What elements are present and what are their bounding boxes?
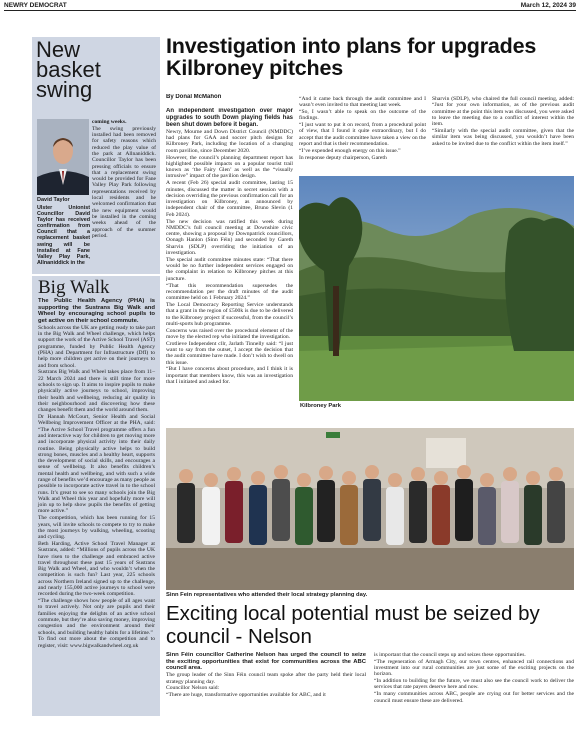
swing-title: [36, 37, 101, 102]
swing-body: [92, 119, 156, 240]
main-lead: An independent investigation over major upgrades to south Down playing fields has been shut down before it began.: [166, 108, 293, 128]
portrait-illustration: [37, 119, 89, 195]
big-walk-para: Schools across the UK are getting ready to take part in the Big Walk and Wheel challenge, which helps support the work of the Active School Travel (AST) programme, funded by Public Health Agency (PHA) and Department for Infrastructure (DfI) to help more children get active on their journeys to and from school.: [38, 324, 155, 369]
park-photo: [299, 176, 574, 401]
big-walk-para: Dr Hannah McCourt, Senior Health and Social Wellbeing Improvement Officer at the PHA, said: “The Active School Travel programme offers a fun and interactive way for children to get moving more and incorporate physical activity into their daily routine. Being physically active helps to build strong bones, muscles and a healthy heart, supports the development of social skills, and encourages a sense of wellbeing. It also benefits children’s mental health and wellbeing, and with such a wide range of benefits we’d encourage as many people as possible to incorporate active travel in to the school runs. It’s great to see so many schools join the Big Walk and Wheel this year and hopefully more will join up to help show pupils the benefits of getting more active.”: [38, 414, 155, 515]
swing-lead: coming weeks.: [92, 119, 127, 125]
main-para: “That this recommendation supersedes the recommendation per the draft minutes of the audit committee held on 1 February 2024.”: [166, 282, 293, 302]
swing-text: The swing previously installed had been removed for safety reasons which reduced the play value of the park at Allnaniddick. Councillor Taylor has been pressing officials to ensure that a replacement swing would be provided for Fane Valley Play Park following representations received by local residents and he welcomed confirmation that the new equipment would be installed in the coming weeks ahead of the approach of the summer period.: [92, 125, 156, 239]
nelson-para: “There are huge, transformative opportunities available for ABC, and it: [166, 692, 326, 699]
main-para: In response deputy chairperson, Gareth: [299, 154, 387, 161]
main-para: “So, I wasn’t able to speak on the outcome of the findings.: [299, 109, 426, 122]
header-rule: [4, 10, 576, 11]
main-para: A recent (Feb 26) special audit committee, lasting 15 minutes, discussed the matter in secret session with a decision overriding the previous confirmation call for an investigation on Kilbroney, as announced by independent chair of the committee, Bruno Slevin (1 Feb 2024).: [166, 180, 293, 218]
main-para: The Local Democracy Reporting Service understands that a grant in the region of £500k is due to be delivered to the Kilbroney project if successful, from the council’s multi-sports hub programme.: [166, 301, 293, 327]
portrait-photo: [37, 119, 89, 195]
big-walk-para: To find out more about the competition and to register, visit: www.bigwalkandwheel.org.uk: [38, 636, 155, 649]
main-para: “But I have concerns about procedure, and I think it is important that members know, this was an investigation that I initiated and asked for.: [166, 366, 293, 385]
nelson-para: The group leader of the Sinn Féin council team spoke after the party held their local strategy planning day.: [166, 672, 366, 685]
byline: By Donal McMahon: [166, 94, 222, 100]
swing-sidebar: [32, 37, 160, 274]
main-column-2: [299, 96, 426, 173]
big-walk-para: Beth Harding, Active School Travel Manager at Sustrans, added: “Millions of pupils across the UK have risen to the challenge and embraced active travel throughout these past 15 years of Sustrans Big Walk and Wheel, and who wouldn’t when the competition is such fun? Last year, 225 schools across Northern Ireland signed up to the challenge, and nearly 155,000 active journeys to school were recorded during the two-week competition.: [38, 540, 155, 598]
main-para: The new decision was ratified this week during NMDDC’s full council meeting at Downshire civic centre, showing a proposal by Downpatrick councillors, Oonagh Hanlon (Sinn Féin) and seconded by Gareth Sharvin (SDLP) overriding the initiation of an investigation.: [166, 218, 293, 257]
main-column-3: [432, 96, 574, 173]
group-photo: [166, 428, 574, 590]
big-walk-body: [38, 298, 155, 650]
nelson-lead: Sinn Féin councillor Catherine Nelson has urged the council to seize the exciting opportunities that exist for communities across the ABC council area.: [166, 652, 366, 672]
main-para: “I just want to put it on record, from a procedural point of view, that I found it quite extraordinary, but I do accept that the audit committee have taken a view on the report and that is their recommendation.: [299, 122, 426, 148]
swing-title-line-1: New: [36, 37, 81, 62]
nelson-column-2: [374, 652, 574, 716]
main-para: “And it came back through the audit committee and I wasn’t even invited to that meeting last week.: [299, 96, 426, 109]
nelson-headline: Exciting local potential must be seized by council - Nelson: [166, 602, 540, 648]
paper-name: NEWRY DEMOCRAT: [4, 2, 67, 9]
main-para: “Similarly with the special audit committee, given that the similar item was being discussed, you wouldn’t have been asked to be invited due to the conflict within the item itself.”: [432, 127, 574, 147]
big-walk-title: Big Walk: [38, 277, 110, 298]
park-caption: Kilbroney Park: [300, 403, 341, 409]
park-illustration: [299, 176, 574, 401]
main-para: Crotlieve Independent cllr, Jarlath Tinnelly said: “I just want to say from the outset, I accept the decision that the audit committee have made. I don’t wish to dwell on this issue.: [166, 340, 293, 366]
main-para: However, the council’s planning department report has highlighted possible impacts on a popular tourist trail known as ‘the Fairy Glen’ as well as the “visually intrusive” impact of the pavilion design.: [166, 154, 293, 180]
main-para: Newry, Mourne and Down District Council (NMDDC) had plans for GAA and soccer pitch designs for Kilbroney Park, including the location of a changing room pavilion, since December 2020.: [166, 128, 293, 154]
nelson-para: “The regeneration of Armagh City, our town centres, enhanced rail connections and investment into our rural communities are just some of the exciting projects on the horizon.: [374, 658, 574, 678]
group-photo-caption: Sinn Fein representatives who attended their local strategy planning day.: [166, 592, 368, 598]
big-walk-lead: The Public Health Agency (PHA) is supporting the Sustrans Big Walk and Wheel by encouraging school pupils to get active on their school commute.: [38, 298, 155, 324]
big-walk-para: Sustrans Big Walk and Wheel takes place from 11–22 March 2024 and there is still time for more schools to sign up. It aims to inspire pupils to make physically active journeys to school, improving their health and wellbeing, reducing air quality in their neighbourhood and discovering how these changes benefit them and the world around them.: [38, 369, 155, 414]
main-headline: Investigation into plans for upgrades Kilbroney pitches: [166, 35, 537, 79]
big-walk-para: The competition, which has been running for 15 years, will invite schools to compete to try to make the most journeys by walking, wheeling, scooting and cycling.: [38, 515, 155, 541]
main-para: “I’ve expended enough energy on this issue.”: [299, 147, 401, 154]
main-column-1: [166, 108, 293, 414]
main-para: Concerns was raised over the procedural element of the move by the elected rep who initiated the investigation.: [166, 327, 293, 340]
main-para: The special audit committee minutes state: “That there would be no further independent services engaged on the complaint in relation to Kilbroney pitches at this juncture.: [166, 256, 293, 282]
portrait-caption-name: David Taylor: [37, 197, 70, 203]
nelson-para: “In addition to building for the future, we must also see the council work to deliver the services that rate payers deserve here and now.: [374, 678, 574, 691]
nelson-para: is important that the council steps up and seizes these opportunities.: [374, 652, 526, 658]
big-walk-sidebar: [32, 276, 160, 716]
main-para: Sharvin (SDLP), who chaired the full council meeting, added: “Just for your own information, as of the previous audit committee at the point this item was discussed, you were asked to leave the meeting due to a conflict of interest within the item.: [432, 96, 574, 128]
nelson-column-1: [166, 652, 366, 716]
nelson-para: “In many communities across ABC, people are crying out for better services and the council must ensure these are delivered.: [374, 691, 574, 704]
nelson-para: Councillor Nelson said:: [166, 685, 220, 692]
issue-date-page: March 12, 2024 39: [520, 2, 576, 9]
swing-caption: Ulster Unionist Councillor David Taylor has received confirmation from Council that a replacement basket swing will be installed at Fane Valley Play Park, Allnaniddick in the: [37, 205, 90, 266]
swing-title-line-3: swing: [36, 77, 93, 102]
group-illustration: [166, 428, 574, 590]
big-walk-para: “The challenge shows how people of all ages want to travel actively. Not only are pupils and their families enjoying the delights of an active school commute, but they’re also saving money, improving congestion and the environment around their schools, and building healthy habits for a lifetime.”: [38, 598, 155, 636]
swing-title-line-2: basket: [36, 57, 101, 82]
